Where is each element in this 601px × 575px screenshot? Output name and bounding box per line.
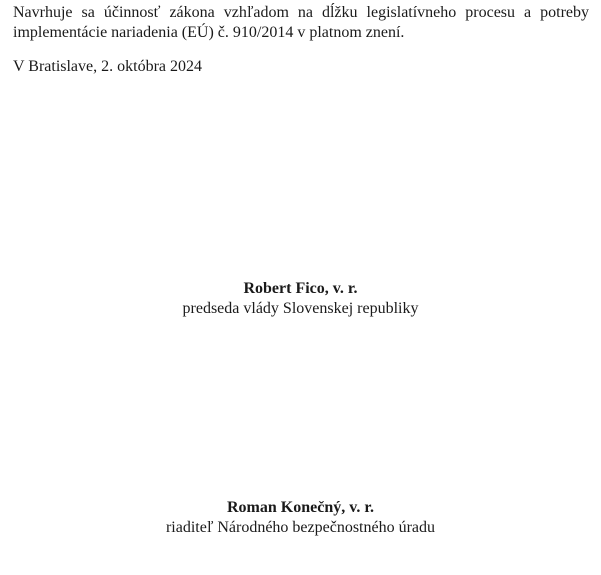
signatory-name: Roman Konečný, v. r. [227, 499, 374, 516]
signature-block-nbu-director [0, 498, 601, 538]
effective-date-paragraph: Navrhuje sa účinnosť zákona vzhľadom na dĺžku legislatívneho procesu a potreby implementácie nariadenia (EÚ) č. 910/2014 v platnom znení. [13, 4, 589, 41]
place-date-line: V Bratislave, 2. októbra 2024 [13, 58, 203, 75]
signatory-name: Robert Fico, v. r. [243, 280, 358, 297]
signatory-title: riaditeľ Národného bezpečnostného úradu [165, 519, 436, 536]
signature-block-prime-minister [0, 279, 601, 319]
signatory-title: predseda vlády Slovenskej republiky [182, 300, 419, 317]
